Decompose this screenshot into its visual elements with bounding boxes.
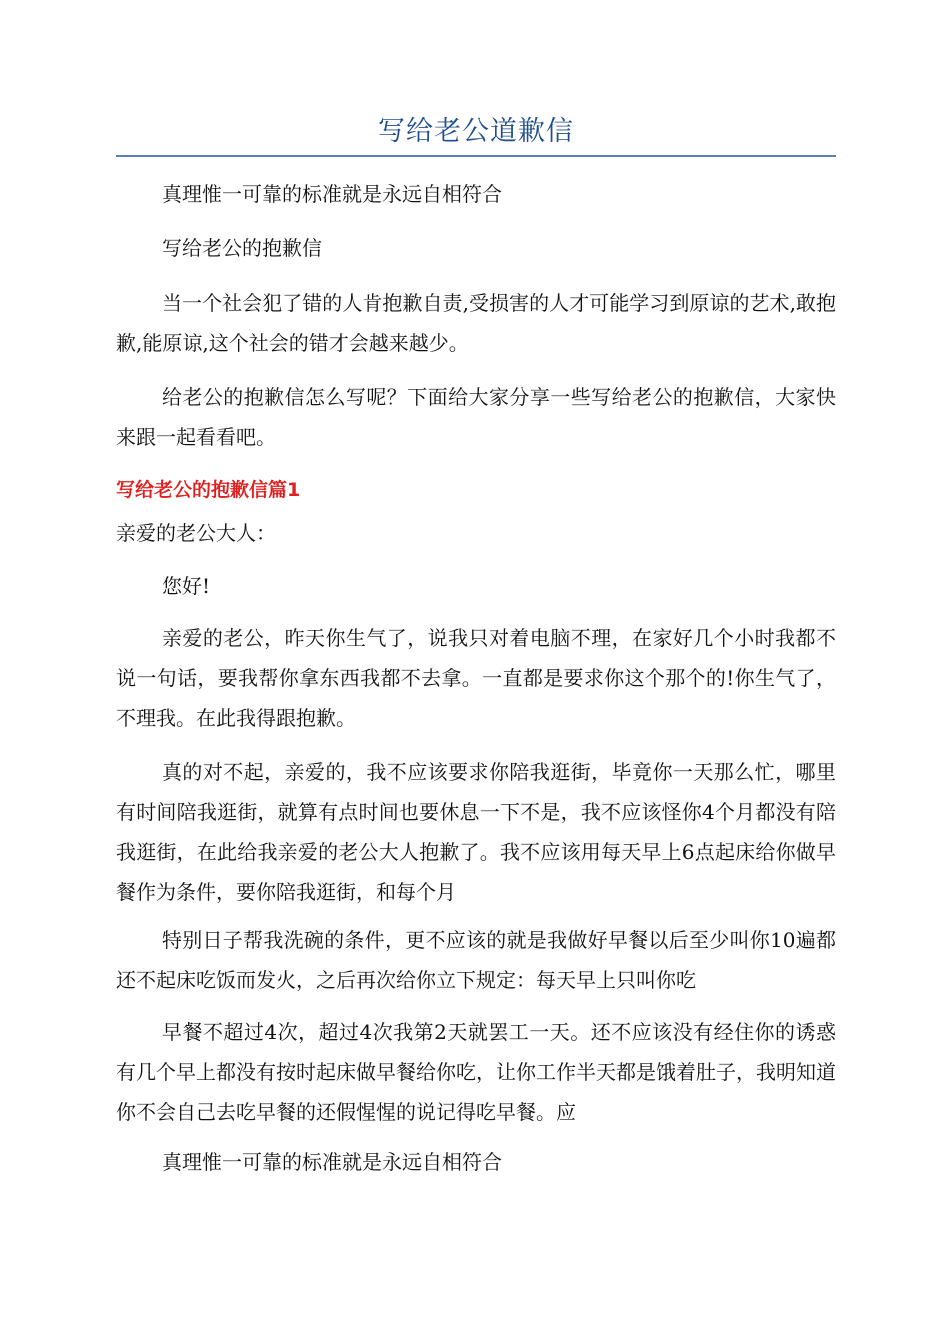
document-title: 写给老公道歉信 bbox=[378, 116, 574, 147]
closing-motto: 真理惟一可靠的标准就是永远自相符合 bbox=[162, 1150, 502, 1174]
letter-paragraph-3: 特别日子帮我洗碗的条件，更不应该的就是我做好早餐以后至少叫你10遍都还不起床吃饭而发火，之后再次给你立下规定：每天早上只叫你吃 bbox=[116, 928, 836, 992]
intro-subtitle: 写给老公的抱歉信 bbox=[162, 236, 322, 260]
letter-paragraph-1: 亲爱的老公，昨天你生气了，说我只对着电脑不理，在家好几个小时我都不说一句话，要我帮你拿东西我都不去拿。一直都是要求你这个那个的!你生气了，不理我。在此我得跟抱歉。 bbox=[116, 626, 836, 730]
intro-paragraph-2: 给老公的抱歉信怎么写呢？下面给大家分享一些写给老公的抱歉信，大家快来跟一起看看吧。 bbox=[116, 385, 836, 449]
letter-salutation: 亲爱的老公大人： bbox=[116, 521, 276, 545]
section-heading: 写给老公的抱歉信篇1 bbox=[116, 479, 301, 501]
letter-paragraph-4: 早餐不超过4次，超过4次我第2天就罢工一天。还不应该没有经住你的诱惑有几个早上都没有按时起床做早餐给你吃，让你工作半天都是饿着肚子，我明知道你不会自己去吃早餐的还假惺惺的说记得吃早餐。应 bbox=[116, 1020, 836, 1124]
letter-greeting: 您好! bbox=[162, 574, 211, 598]
title-underline bbox=[116, 155, 836, 157]
intro-motto: 真理惟一可靠的标准就是永远自相符合 bbox=[162, 182, 502, 206]
intro-paragraph-1: 当一个社会犯了错的人肯抱歉自责,受损害的人才可能学习到原谅的艺术,敢抱歉,能原谅,这个社会的错才会越来越少。 bbox=[116, 291, 836, 355]
letter-paragraph-2: 真的对不起，亲爱的，我不应该要求你陪我逛街，毕竟你一天那么忙，哪里有时间陪我逛街，就算有点时间也要休息一下不是，我不应该怪你4个月都没有陪我逛街，在此给我亲爱的老公大人抱歉了。我不应该用每天早上6点起床给你做早餐作为条件，要你陪我逛街，和每个月 bbox=[116, 760, 836, 904]
